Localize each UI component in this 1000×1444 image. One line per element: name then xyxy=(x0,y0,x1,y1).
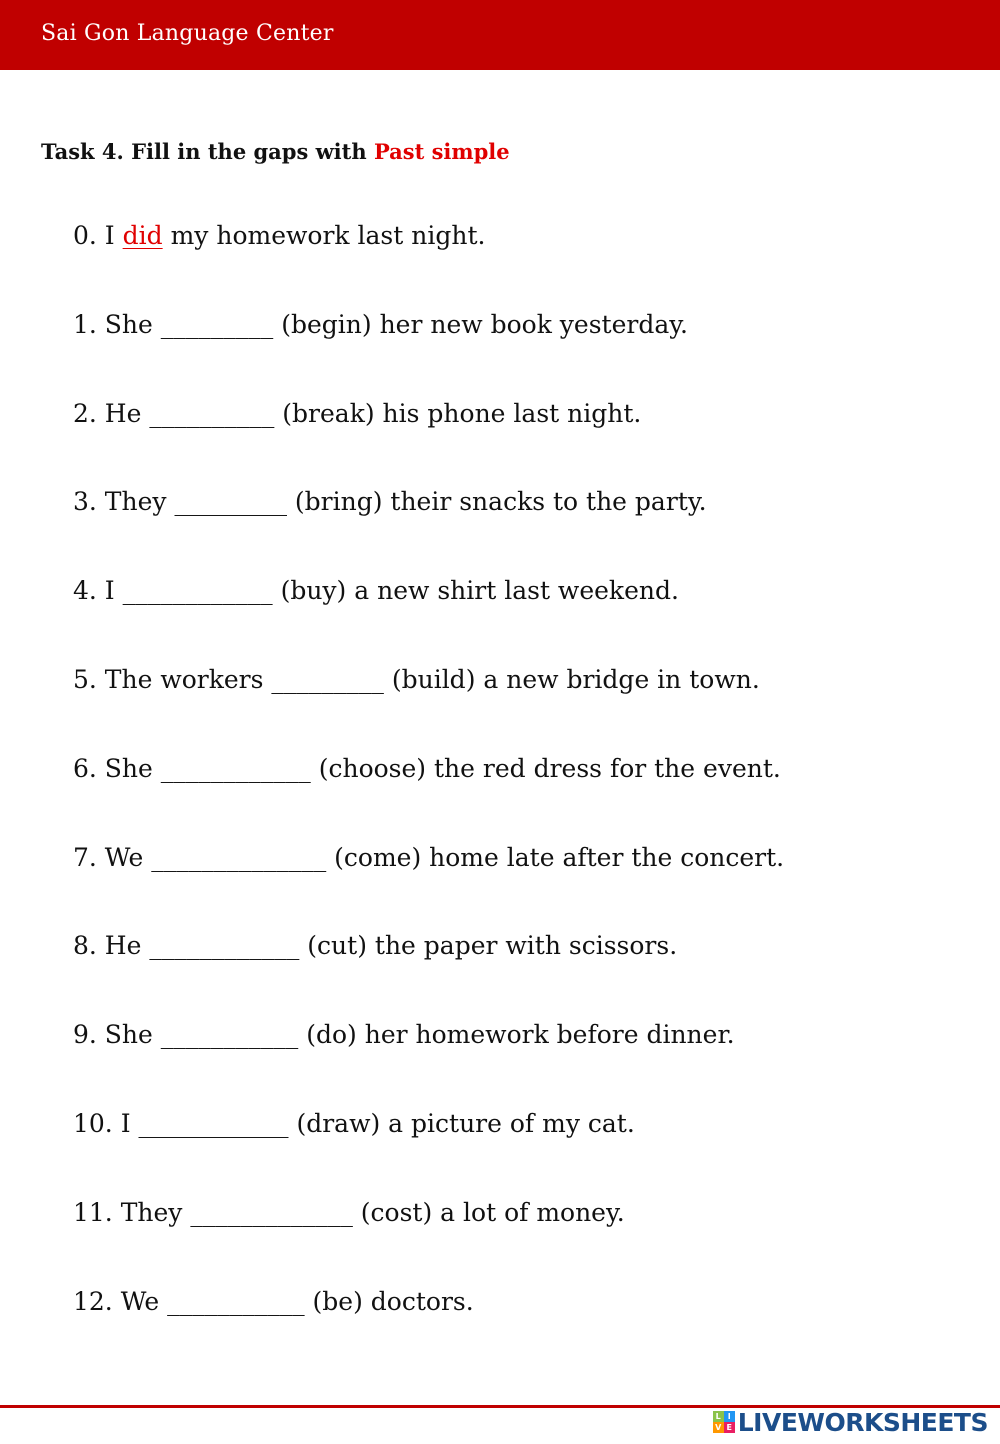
exercise-item-5: 5. The workers _________ (build) a new bridge in town. xyxy=(73,664,760,694)
example-before: 0. I xyxy=(73,221,123,250)
task-heading-accent: Past simple xyxy=(373,139,510,164)
exercise-item-8: 8. He ____________ (cut) the paper with scissors. xyxy=(73,931,678,961)
exercise-list xyxy=(73,215,784,1369)
liveworksheets-logo-icon xyxy=(713,1411,735,1433)
exercise-item-12: 12. We ___________ (be) doctors. xyxy=(73,1286,474,1316)
example-item xyxy=(73,215,784,304)
header-title: Sai Gon Language Center xyxy=(41,21,334,46)
exercise-item-7: 7. We ______________ (come) home late after the concert. xyxy=(73,842,785,872)
exercise-item-1: 1. She _________ (begin) her new book yesterday. xyxy=(73,309,689,339)
exercise-item-6: 6. She ____________ (choose) the red dress for the event. xyxy=(73,753,781,783)
exercise-item-3: 3. They _________ (bring) their snacks to the party. xyxy=(73,487,707,517)
liveworksheets-logo xyxy=(713,1407,988,1437)
task-heading xyxy=(41,139,510,164)
logo-block-4: E xyxy=(724,1422,735,1433)
exercise-item-9: 9. She ___________ (do) her homework before dinner. xyxy=(73,1020,735,1050)
exercise-item-2: 2. He __________ (break) his phone last night. xyxy=(73,398,642,428)
exercise-item-4: 4. I ____________ (buy) a new shirt last weekend. xyxy=(73,576,679,606)
header-bar xyxy=(0,0,1000,70)
example-after: my homework last night. xyxy=(162,221,486,250)
logo-block-2: I xyxy=(724,1411,735,1422)
exercise-item-11: 11. They _____________ (cost) a lot of money. xyxy=(73,1197,625,1227)
logo-block-3: V xyxy=(713,1422,724,1433)
task-heading-text: Task 4. Fill in the gaps with xyxy=(41,139,374,164)
exercise-item-10: 10. I ____________ (draw) a picture of my cat. xyxy=(73,1108,635,1138)
example-answer: did xyxy=(122,221,163,250)
logo-text: LIVEWORKSHEETS xyxy=(737,1407,988,1437)
logo-block-1: L xyxy=(713,1411,724,1422)
